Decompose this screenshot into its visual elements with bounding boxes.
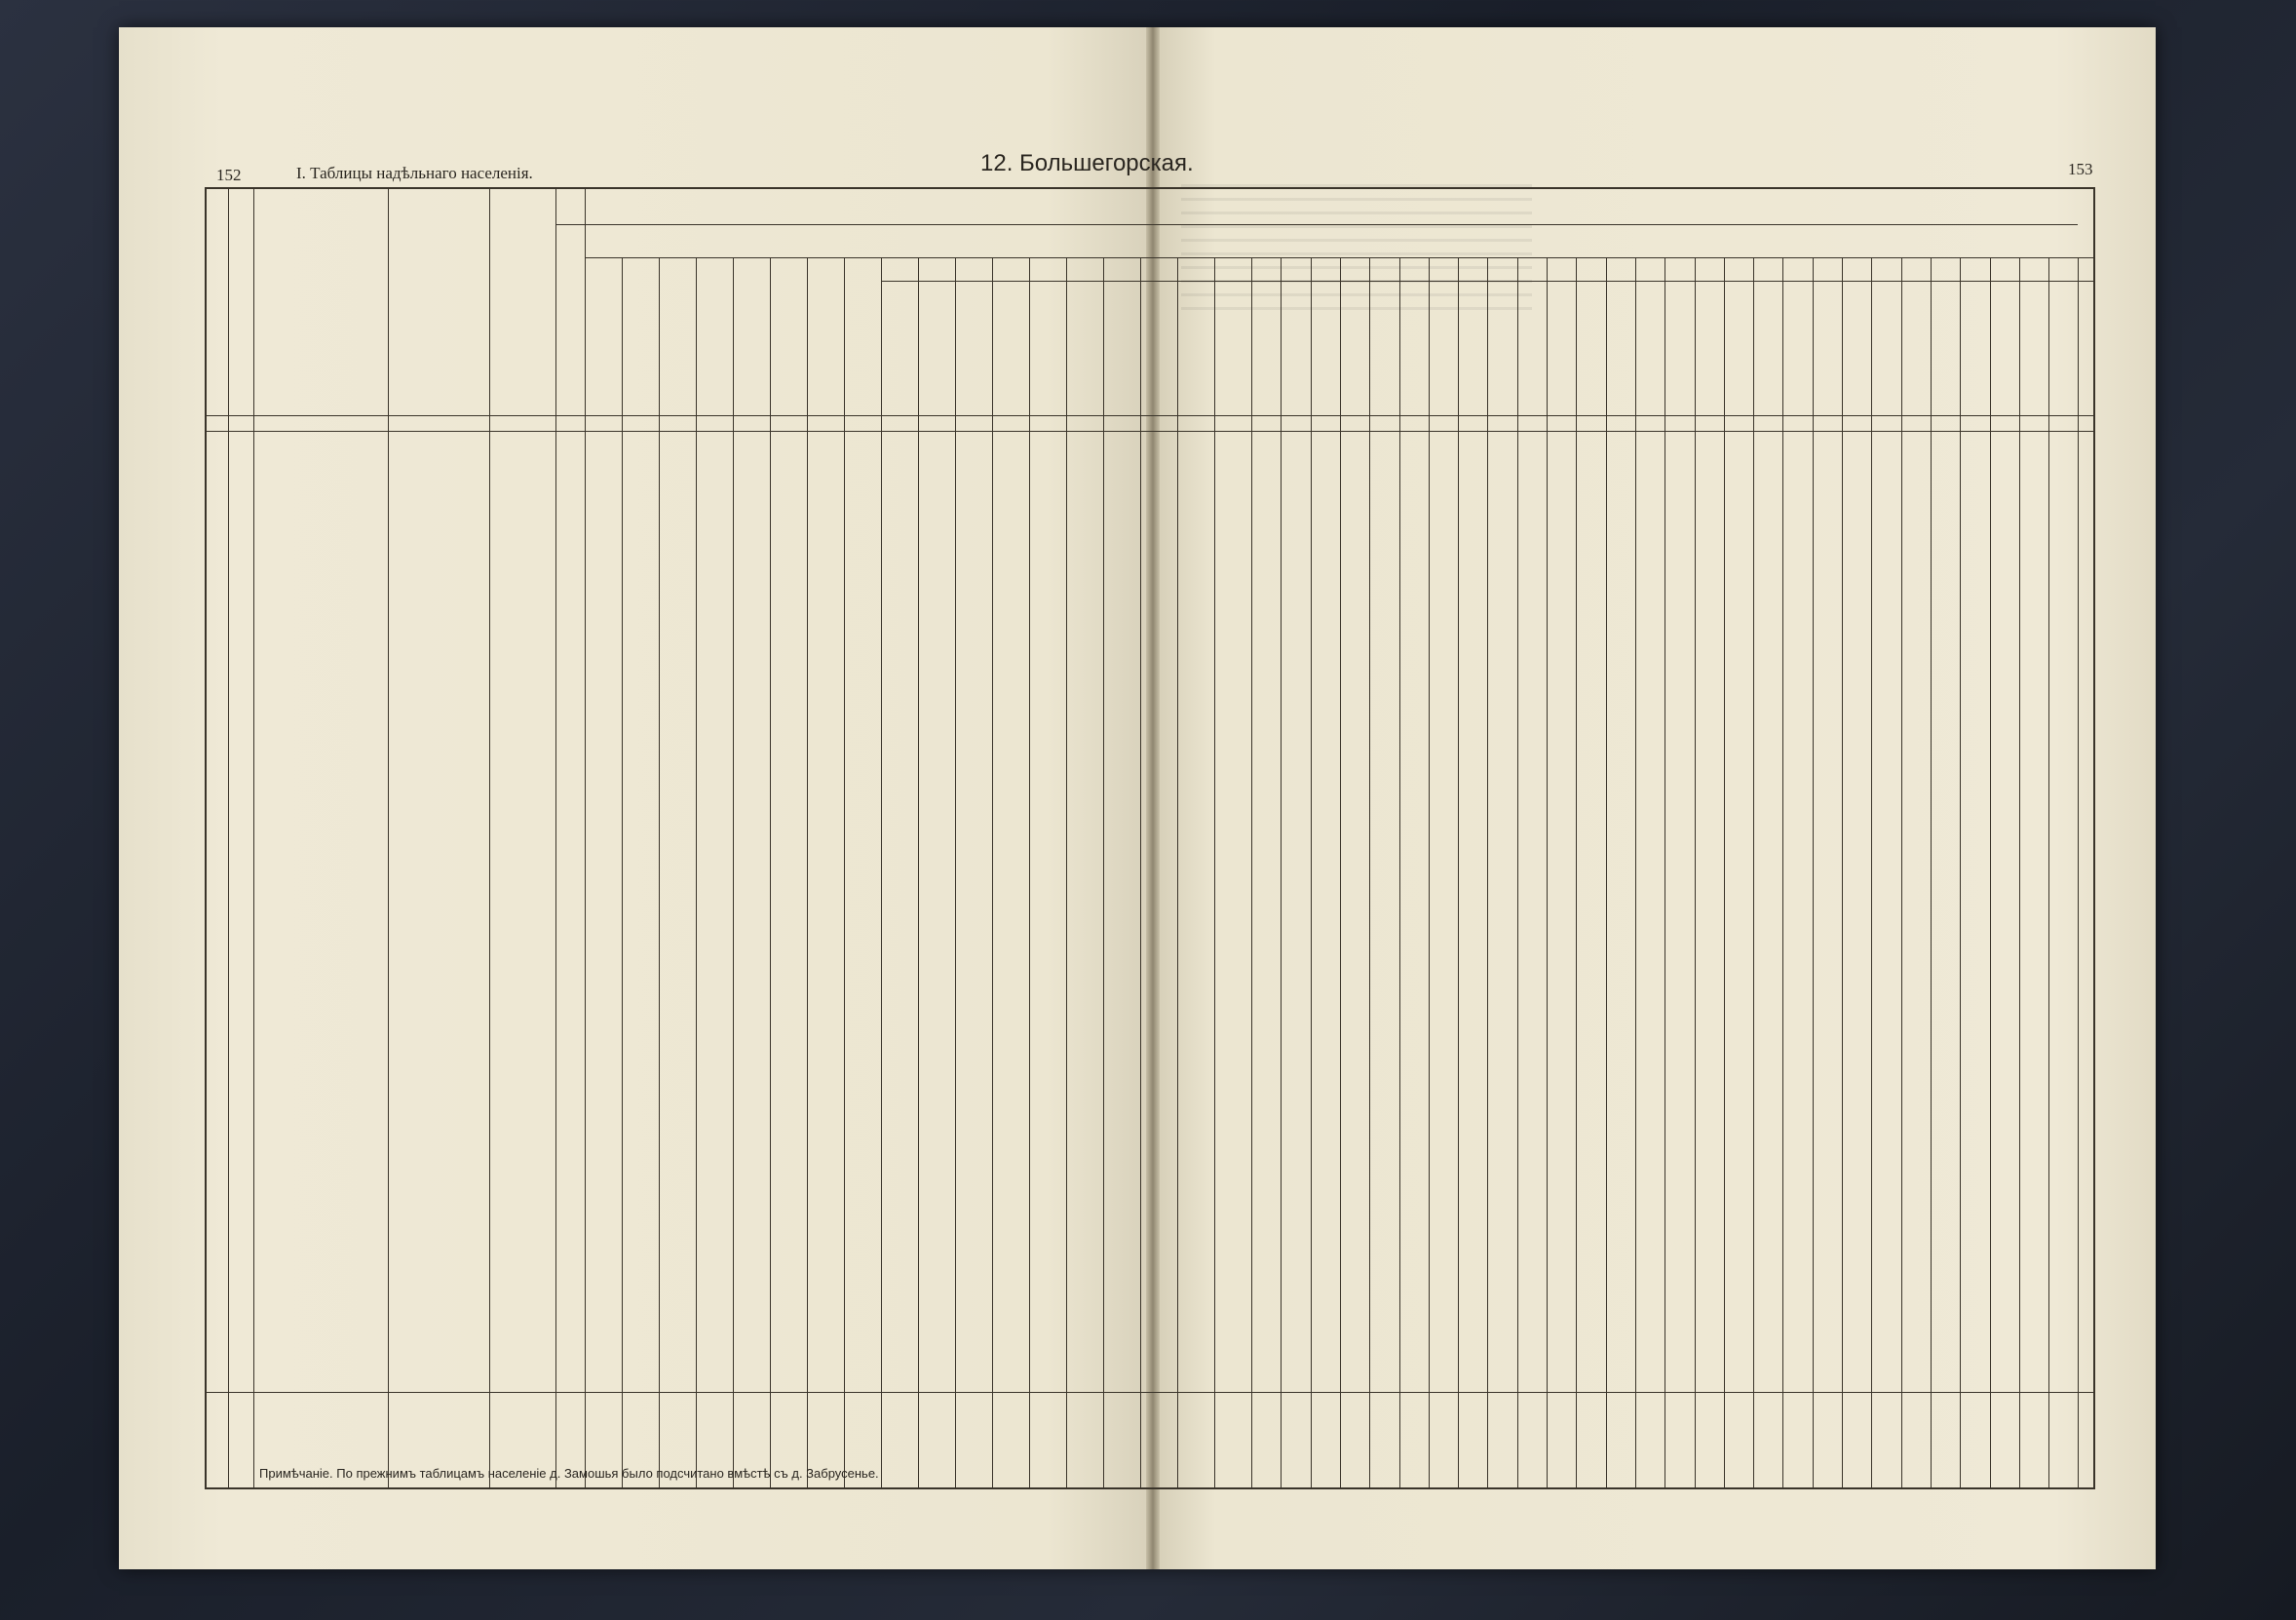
rule: [1576, 257, 1577, 1487]
rule: [1635, 257, 1636, 1487]
rule: [1871, 257, 1872, 1487]
rule: [1842, 257, 1843, 1487]
rule: [1753, 257, 1754, 1487]
rule: [489, 189, 490, 1487]
rule: [1399, 257, 1400, 1487]
rule: [733, 257, 734, 1487]
rule: [696, 257, 697, 1487]
rule: [1487, 257, 1488, 1487]
rule: [844, 257, 845, 1487]
rule: [207, 415, 2093, 416]
rule: [918, 257, 919, 1487]
rule: [1251, 257, 1252, 1487]
footnote: Примѣчаніе. По прежнимъ таблицамъ населеніе д. Замошья было подсчитано вмѣстѣ съ д. Забрусенье.: [259, 1466, 879, 1481]
rule: [555, 189, 556, 1487]
rule: [1458, 257, 1459, 1487]
rule: [1177, 257, 1178, 1487]
rule: [622, 257, 623, 1487]
rule: [807, 257, 808, 1487]
rule: [1066, 257, 1067, 1487]
rule: [659, 257, 660, 1487]
rule: [585, 224, 2078, 225]
rule: [770, 257, 771, 1487]
rule: [1695, 257, 1696, 1487]
rule: [1214, 257, 1215, 1487]
rule: [992, 257, 993, 1487]
rule: [955, 257, 956, 1487]
rule: [2019, 257, 2020, 1487]
rule: [253, 189, 254, 1487]
rule: [881, 281, 2093, 282]
rule: [1140, 257, 1141, 1487]
rule: [1782, 257, 1783, 1487]
rule: [585, 257, 2093, 258]
rule: [1813, 257, 1814, 1487]
section-title: 12. Большегорская.: [980, 150, 1194, 176]
rule: [1547, 257, 1548, 1487]
rule: [1990, 257, 1991, 1487]
rule: [1029, 257, 1030, 1487]
rule: [2078, 257, 2079, 1487]
population-table: [205, 187, 2095, 1489]
rule: [228, 189, 229, 1487]
rule: [1517, 257, 1518, 1487]
rule: [1606, 257, 1607, 1487]
rule: [388, 189, 389, 1487]
rule: [1281, 257, 1282, 1487]
rule: [1429, 257, 1430, 1487]
rule: [1960, 257, 1961, 1487]
rule: [207, 431, 2093, 432]
rule: [585, 189, 586, 1487]
rule: [207, 1392, 2093, 1393]
right-page-number: 153: [2068, 160, 2093, 178]
rule: [1369, 257, 1370, 1487]
left-running-title: I. Таблицы надѣльнаго населенія.: [296, 164, 533, 182]
rule: [1901, 257, 1902, 1487]
rule: [881, 257, 882, 1487]
rule: [1340, 257, 1341, 1487]
rule: [1311, 257, 1312, 1487]
rule: [2048, 257, 2049, 1487]
rule: [1931, 257, 1932, 1487]
rule: [1103, 257, 1104, 1487]
rule: [1724, 257, 1725, 1487]
left-page-number: 152: [216, 166, 242, 184]
